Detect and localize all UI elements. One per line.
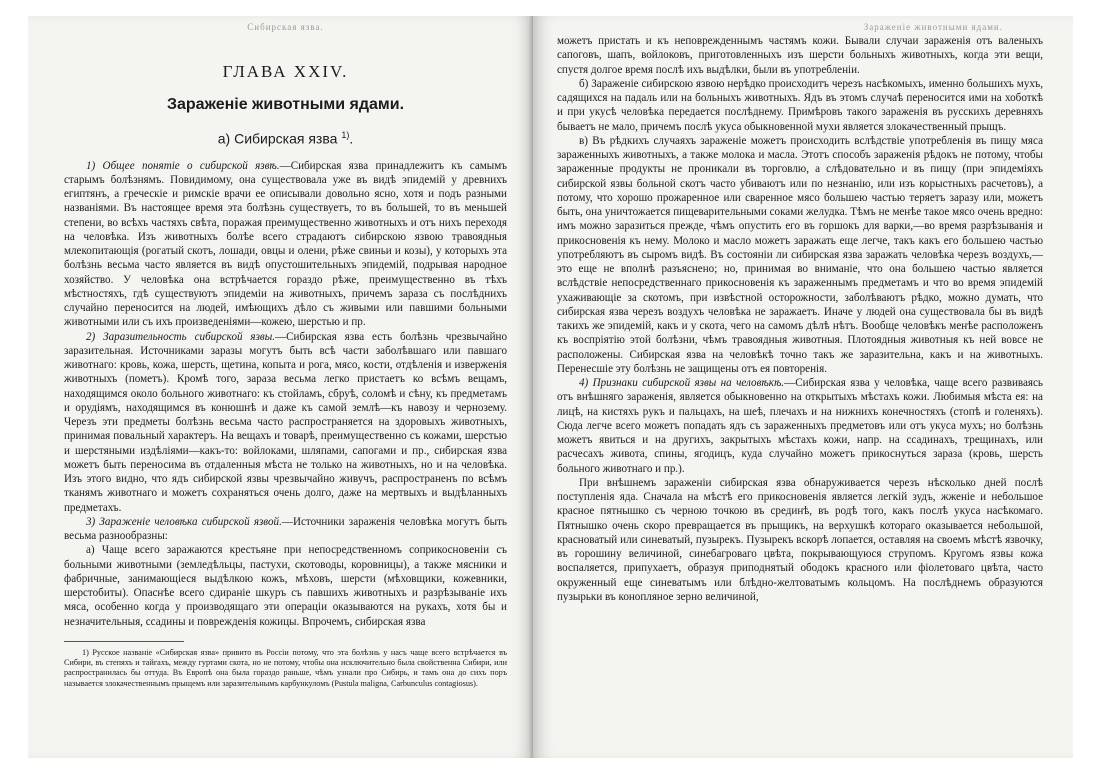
right-body: [557, 34, 1043, 604]
paragraph-lead: 3) Зараженіе человѣка сибирской язвой.: [86, 515, 282, 528]
footnote-divider: [64, 641, 184, 642]
paragraph: [64, 515, 507, 544]
subsection-title: а) Сибирская язва $^{1)}$.: [217, 130, 354, 147]
paragraph-lead: 1) Общее понятіе о сибирской язвѣ.: [86, 159, 280, 172]
paragraph: можетъ пристать и къ неповрежденнымъ частямъ кожи. Бывали случаи зараженія отъ валеныхъ сапоговъ, шапъ, войлоковъ, приготовленныхъ изъ шерсти больныхъ животныхъ, когда эти вещи, спустя долгое время послѣ ихъ выдѣлки, были въ употребленіи.: [557, 35, 1043, 76]
left-page: [28, 16, 533, 758]
running-head: Сибирская язва.: [247, 22, 324, 32]
paragraph: При внѣшнемъ зараженіи сибирская язва обнаруживается черезъ нѣсколько дней послѣ поступленія яда. Сначала на мѣстѣ его прикосновенія является легкій зудъ, жженіе и небольшое красное пятнышко съ черною точкою въ срединѣ, въ родѣ того, какъ послѣ укуса насѣкомаго. Пятнышко очень скоро превращается въ прыщикъ, на верхушкѣ котораго оказывается небольшой, красноватый или синеватый, пузырекъ. Пузырекъ вскорѣ лопается, оставляя на своемъ мѣстѣ язвочку, въ горошину величиной, синебагроваго цвѣта, покрывающуюся струпомъ. Кругомъ язвы кожа воспаляется, припухаетъ, образуя приподнятый ободокъ красного или фіолетоваго цвѣта, часто окруженный еще синеватымъ или блѣдно-желтоватымъ кольцомъ. На послѣднемъ образуются пузырьки въ конопляное зерно величиной,: [557, 476, 1043, 603]
right-page: [533, 16, 1073, 758]
paragraph: [64, 159, 507, 330]
paragraph: б) Зараженіе сибирскою язвою нерѣдко происходитъ черезъ насѣкомыхъ, именно большихъ мухъ, садящихся на падаль или на больныхъ животныхъ. Ядъ въ этомъ случаѣ переносится ими на хоботкѣ и при укусѣ человѣка передается послѣднему. Примѣровъ такого зараженія въ русскихъ деревняхъ бываетъ не мало, причемъ послѣ укуса обыкновенной мухи является злокачественный прыщъ.: [557, 77, 1043, 133]
left-body: [64, 159, 507, 629]
subsection-text: а) Сибирская язва: [217, 130, 338, 147]
paragraph-text: —Сибирская язва у человѣка, чаще всего развиваясь отъ внѣшняго зараженія, является обыкновенно на открытыхъ мѣстахъ кожи. Любимыя мѣста ея: на лицѣ, на кистяхъ рукъ и пальцахъ, на шеѣ, плечахъ и на нижнихъ конечностяхъ (стопѣ и голеняхъ). Сюда легче всего можетъ попадать ядъ съ зараженныхъ предметовъ или отъ укуса мухъ; но болѣзнь можетъ явиться и на другихъ, закрытыхъ мѣстахъ кожи, напр. на ссадинахъ, трещинахъ, или расчесахъ живота, спины, ягодицъ, куда случайно можетъ прикоснуться зараза (кровь, шерсть больного животнаго и пр.).: [557, 377, 1043, 475]
paragraph-lead: 2) Заразительность сибирской язвы.: [86, 330, 276, 343]
paragraph: в) Въ рѣдкихъ случаяхъ зараженіе можетъ происходить вслѣдствіе употребленія въ пищу мяса зараженныхъ животныхъ, а также молока и масла. Этотъ способъ зараженія рѣдокъ не потому, чтобы зараженные продукты не проникали въ торговлю, а слѣдовательно и въ пищу (при эпидеміяхъ сибирской язвы больной скотъ часто убиваютъ или по незнанію, или изъ корыстныхъ расчетовъ), а потому, что хорошо прожаренное или сваренное мясо большею частью теряетъ заразу или, можетъ быть, она уничтожается пищеварительными соками желудка. Тѣмъ не менѣе такое мясо очень вредно: имъ можно заразиться прежде, чѣмъ опустить его въ горшокъ для варки,—во время разрѣзыванія и прикосновенія къ нему. Молоко и масло можетъ заражать еще легче, такъ какъ его большею частью употребляютъ въ сыромъ видѣ. Въ состояніи ли сибирская язва заражать человѣка черезъ воздухъ,—это еще не вполнѣ разъяснено; но, принимая во вниманіе, что она большею частью является вслѣдствіе непосредственнаго прикосновенія къ зараженнымъ предметамъ и что во время эпидемій ухаживающіе за скотомъ, при извѣстной осторожности, заболѣваютъ рѣдко, можно думать, что сибирская язва черезъ воздухъ человѣка не заражаетъ. Иначе у людей она существовала бы въ видѣ такихъ же эпидемій, какъ и у скота, чего на самомъ дѣлѣ нѣтъ. Вообще человѣкъ менѣе расположенъ къ воспріятію этой болѣзни, чѣмъ травоядныя животныя. Плотоядныя животныя къ ней вовсе не расположены. Сибирская язва на человѣкѣ точно такъ же заразительна, какъ и на животныхъ. Перенесшіе эту болѣзнь не защищены отъ ея повторенія.: [557, 134, 1043, 375]
paragraph-text: —Источники зараженія человѣка могутъ быть весьма разнообразны:: [64, 515, 507, 543]
section-title: Зараженіе животными ядами.: [166, 96, 405, 113]
running-head: Зараженіе животными ядами.: [863, 22, 1003, 32]
paragraph-lead: 4) Признаки сибирской язвы на человѣкѣ.: [579, 377, 785, 389]
paragraph: а) Чаще всего заражаются крестьяне при непосредственномъ соприкосновеніи съ больными животными (земледѣльцы, пастухи, скотоводы, коровницы), а также мясники и фабричные, занимающіеся выдѣлкою кожъ, мѣховъ, шерсти (мѣховщики, кожевники, шерстобиты). Опаснѣе всего сдираніе шкуръ съ павшихъ животныхъ и разрѣзываніе ихъ мяса, особенно когда у производящаго эти операціи оказываются на рукахъ, хотя бы и незначительныя, ссадины и поврежденія кожицы. Впрочемъ, сибирская язва: [64, 544, 507, 628]
footnote: 1) Русское названіе «Сибирская язва» привито въ Россіи потому, что эта болѣзнь у насъ чаще всего встрѣчается въ Сибири, въ степяхъ и тайгахъ, между гуртами скота, но не потому, чтобы она исключительно была свойственна Сибири, или распространилась бы оттуда. Въ Европѣ она была гораздо раньше, чѣмъ узнали про Сибирь, и тамъ она до сихъ поръ называется злокачественнымъ прыщемъ или заразительнымъ карбункуломъ (Pustula maligna, Carbunculus contagiosus).: [64, 647, 507, 688]
paragraph: [64, 330, 507, 515]
paragraph-text: —Сибирская язва есть болѣзнь чрезвычайно заразительная. Источниками заразы могутъ быть всѣ части заболѣвшаго или павшаго животнаго: кровь, кожа, шерсть, щетина, копыта и рога, мясо, кости, отдѣленія и изверженія животныхъ (пометъ). Кромѣ того, зараза весьма легко пристаетъ ко всѣмъ вещамъ, находящимся около больного животнаго: къ стойламъ, сбруѣ, соломѣ и сѣну, къ предметамъ и орудіямъ, находящимся въ конюшнѣ и даже къ самой землѣ—къ навозу и чернозему. Черезъ эти предметы болѣзнь весьма часто распространяется на здоровыхъ животныхъ, принимая повальный характеръ. На вещахъ и товарѣ, преимущественно съ кожами, шерстью и шерстяными издѣліями—какъ-то: войлоками, шляпами, сапогами и пр., сибирская язва можетъ быть переносима въ отдаленныя мѣста не только на животныхъ, но и на человѣка. Изъ этого видно, что ядъ сибирской язвы чрезвычайно живучъ, распространенъ по всѣмъ тканямъ животнаго и можетъ сохраняться очень долго, даже на мертвыхъ и выдѣланныхъ предметахъ.: [64, 330, 507, 514]
paragraph: [557, 376, 1043, 476]
chapter-heading: ГЛАВА XXIV.: [222, 62, 349, 81]
footnote-marker: 1): [341, 130, 350, 140]
paragraph-text: —Сибирская язва принадлежитъ къ самымъ старымъ болѣзнямъ. Повидимому, она существовала уже въ видѣ эпидемій у древнихъ египтянъ, а греческіе и римскіе врачи ее описывали довольно ясно, хотя и подъ разными названіями. Въ настоящее время эта болѣзнь существуетъ, то въ большей, то въ меньшей степени, во всѣхъ частяхъ свѣта, поражая преимущественно животныхъ и отъ нихъ переходя на человѣка. Изъ животныхъ болѣе всего страдаютъ сибирскою язвою травоядныя млекопитающія (рогатый скотъ, лошади, овцы и олени, рѣже свиньи и козы), у которыхъ эта болѣзнь весьма часто является въ видѣ опустошительныхъ эпидемій, подрывая народное хозяйство. У человѣка она встрѣчается гораздо рѣже, преимущественно въ тѣхъ мѣстностяхъ, гдѣ существуютъ эпидеміи на животныхъ, причемъ зараза съ послѣднихъ случайно переносится на людей, имѣющихъ дѣло съ живыми или павшими больными животными или съ ихъ произведеніями—кожею, шерстью и пр.: [64, 159, 507, 329]
